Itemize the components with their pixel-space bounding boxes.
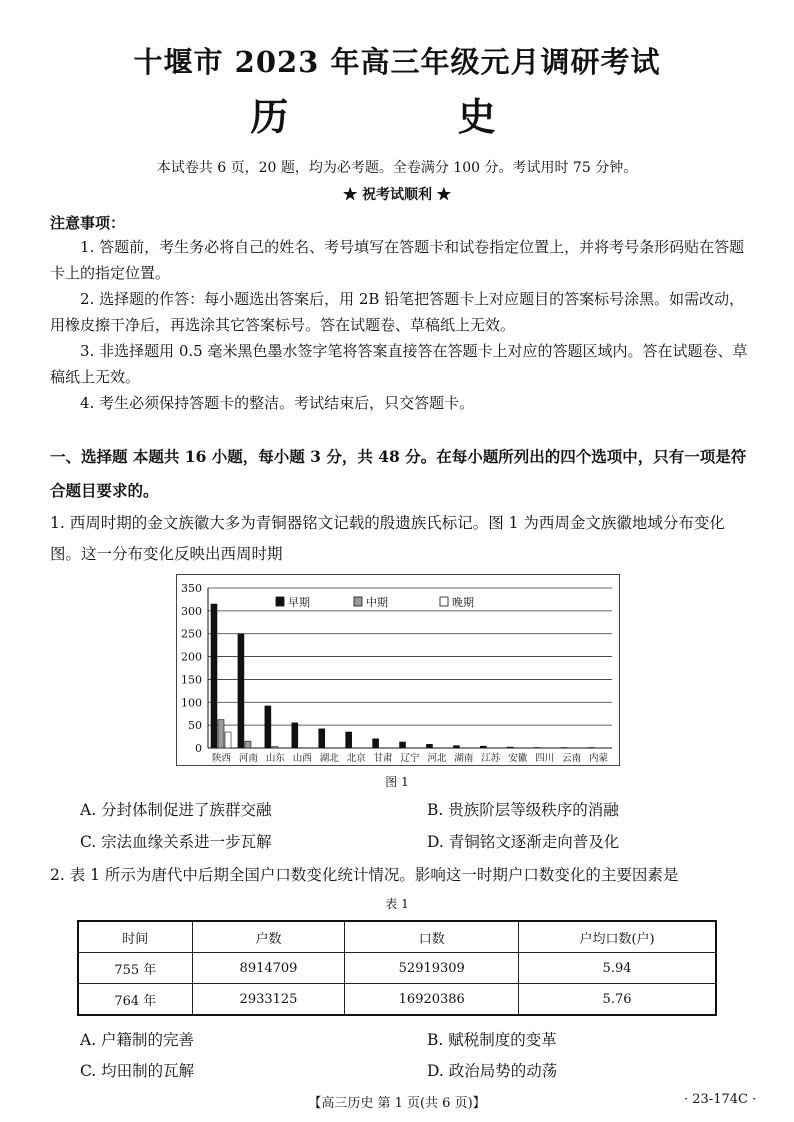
x-tick-label: 辽宁 [400, 753, 420, 764]
table-cell: 755 年 [78, 953, 192, 984]
x-tick-label: 内蒙 [589, 753, 609, 764]
x-tick-label: 甘肃 [373, 753, 393, 764]
bar-早期 [400, 742, 406, 748]
q2-option-b[interactable]: B. 赋税制度的变革 [427, 1031, 557, 1049]
bar-早期 [346, 732, 352, 748]
q2-option-a[interactable]: A. 户籍制的完善 [80, 1031, 195, 1049]
figure-1-chart [176, 574, 620, 766]
bar-早期 [265, 706, 271, 748]
y-tick-label: 0 [195, 742, 202, 755]
column-header: 户均口数(户) [519, 921, 716, 953]
exam-title: 十堰市 2023 年高三年级元月调研考试 [133, 45, 661, 79]
legend-swatch [440, 597, 448, 606]
bar-早期 [373, 739, 379, 748]
notice-heading: 注意事项： [50, 214, 126, 232]
table-header-row [78, 921, 716, 953]
notice-item: 4. 考生必须保持答题卡的整洁。考试结束后，只交答题卡。 [80, 394, 475, 412]
x-tick-label: 云南 [562, 753, 582, 764]
y-tick-label: 250 [181, 627, 202, 641]
bar-早期 [238, 634, 244, 748]
table-cell: 8914709 [192, 953, 345, 984]
x-tick-label: 江苏 [481, 753, 501, 764]
household-table [77, 920, 717, 1016]
bar-早期 [292, 723, 298, 748]
bar-早期 [426, 744, 432, 748]
notice-item: 1. 答题前，考生务必将自己的姓名、考号填写在答题卡和试卷指定位置上，并将考号条形码贴在答题卡上的指定位置。 [50, 238, 745, 282]
x-tick-label: 河北 [427, 753, 447, 764]
legend-label: 早期 [288, 596, 310, 609]
bar-中期 [272, 747, 278, 748]
table-cell: 52919309 [345, 953, 519, 984]
y-tick-label: 350 [181, 582, 202, 595]
x-tick-label: 湖南 [454, 753, 474, 764]
legend-swatch [354, 597, 362, 606]
x-tick-label: 湖北 [319, 753, 339, 764]
y-tick-label: 100 [181, 696, 202, 710]
legend-label: 中期 [366, 596, 388, 609]
q2-option-c[interactable]: C. 均田制的瓦解 [80, 1062, 195, 1080]
q1-option-c[interactable]: C. 宗法血缘关系进一步瓦解 [80, 833, 272, 851]
column-header: 口数 [345, 921, 519, 953]
column-header: 时间 [78, 921, 192, 953]
q1-option-b[interactable]: B. 贵族阶层等级秩序的消融 [427, 801, 619, 819]
bar-早期 [507, 747, 513, 748]
table-row [78, 984, 716, 1016]
table-row [78, 953, 716, 984]
x-tick-label: 四川 [535, 753, 555, 764]
table-cell: 16920386 [345, 984, 519, 1016]
y-tick-label: 200 [181, 650, 202, 664]
q2-option-d[interactable]: D. 政治局势的动荡 [427, 1062, 558, 1080]
q1-option-a[interactable]: A. 分封体制促进了族群交融 [80, 801, 272, 819]
bar-早期 [453, 746, 459, 748]
notice-item: 2. 选择题的作答：每小题选出答案后，用 2B 铅笔把答题卡上对应题目的答案标号涂黑。如需改动，用橡皮擦干净后，再选涂其它答案标号。答在试题卷、草稿纸上无效。 [50, 290, 745, 334]
x-tick-label: 安徽 [508, 753, 528, 764]
x-tick-label: 河南 [238, 753, 258, 764]
good-luck-banner: ★ 祝考试顺利 ★ [343, 187, 451, 203]
y-tick-label: 150 [181, 673, 202, 687]
x-tick-label: 北京 [346, 753, 366, 764]
bar-中期 [218, 720, 224, 748]
bar-中期 [245, 741, 251, 748]
legend-label: 晚期 [452, 596, 474, 609]
bar-早期 [480, 746, 486, 748]
bar-早期 [211, 604, 217, 748]
table-cell: 2933125 [192, 984, 345, 1016]
column-header: 户数 [192, 921, 345, 953]
x-tick-label: 陕西 [211, 753, 231, 764]
y-tick-label: 300 [181, 604, 202, 618]
notice-item: 3. 非选择题用 0.5 毫米黑色墨水签字笔将答案直接答在答题卡上对应的答题区域内。答在试题卷、草稿纸上无效。 [50, 342, 748, 386]
bar-早期 [319, 729, 325, 748]
question-1-stem: 1. 西周时期的金文族徽大多为青铜器铭文记载的殷遗族氏标记。图 1 为西周金文族徽地域分布变化图。这一分布变化反映出西周时期 [50, 514, 725, 563]
x-tick-label: 山西 [292, 753, 312, 764]
table-caption: 表 1 [385, 897, 409, 911]
exam-info: 本试卷共 6 页，20 题，均为必考题。全卷满分 100 分。考试用时 75 分钟。 [156, 160, 638, 176]
table-cell: 5.76 [519, 984, 716, 1016]
bar-晚期 [225, 732, 231, 748]
figure-caption: 图 1 [385, 775, 409, 789]
subject-title: 历 史 [250, 94, 544, 139]
y-tick-label: 50 [188, 719, 202, 733]
x-tick-label: 山东 [265, 753, 285, 764]
section-heading: 一、选择题 本题共 16 小题，每小题 3 分，共 48 分。在每小题所列出的四个选项中，只有一项是符合题目要求的。 [50, 447, 747, 500]
table-cell: 764 年 [78, 984, 192, 1016]
legend-swatch [276, 597, 284, 606]
table-cell: 5.94 [519, 953, 716, 984]
page-footer: 【高三历史 第 1 页(共 6 页)】 [308, 1096, 486, 1111]
q1-option-d[interactable]: D. 青铜铭文逐渐走向普及化 [427, 833, 620, 851]
exam-code: · 23-174C · [684, 1092, 757, 1107]
question-2-stem: 2. 表 1 所示为唐代中后期全国户口数变化统计情况。影响这一时期户口数变化的主要因素是 [50, 866, 679, 884]
